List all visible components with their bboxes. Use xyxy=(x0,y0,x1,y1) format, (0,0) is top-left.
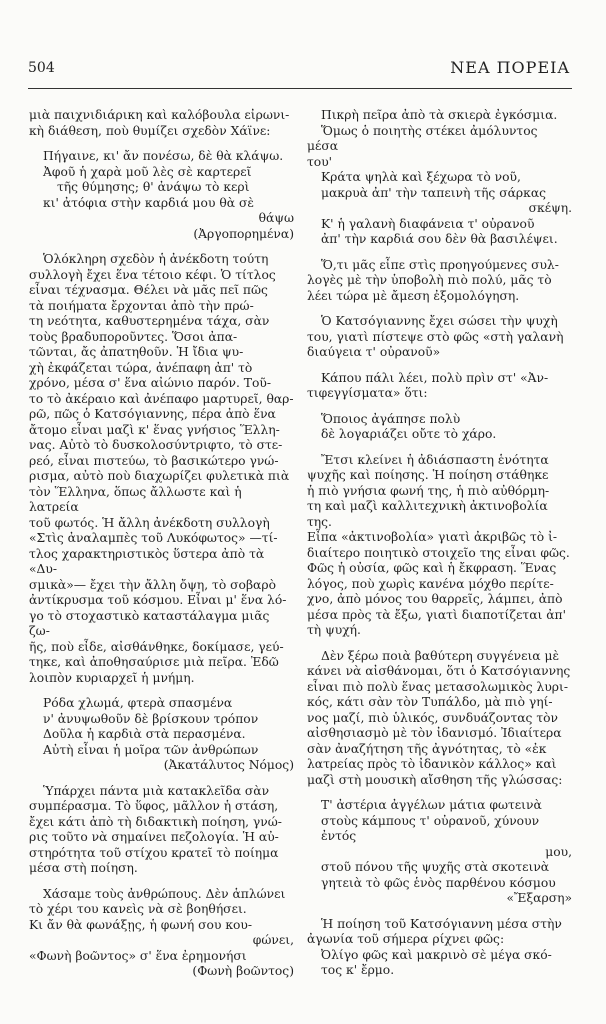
verse-line: κι' ἀτόφια στὴν καρδιά μου θὰ σὲ xyxy=(43,195,254,210)
text-line: μέσα πρὸς τὰ ἔξω, γιατὶ διαποτίζεται ἀπ' xyxy=(307,607,566,622)
verse-line: στοὺς κάμπους τ' οὐρανοῦ, χύνουν ἐντός xyxy=(321,813,540,843)
verse-line: μακρυὰ ἀπ' τὴν ταπεινὴ τῆς σάρκας xyxy=(321,185,547,200)
right-paragraph-2 xyxy=(307,314,572,361)
verse-line: στοῦ πόνου τῆς ψυχῆς στὰ σκοτεινὰ xyxy=(321,860,550,874)
text-line: μαζὶ στὴ μουσικὴ αἴσθηση τῆς γλώσσας: xyxy=(307,772,563,787)
right-paragraph-6 xyxy=(307,917,572,979)
right-paragraph-4 xyxy=(307,453,572,639)
verse-line: Κι ἄν θὰ φωνάξῃς, ἡ φωνή σου κου- xyxy=(29,917,253,932)
right-verse-1 xyxy=(307,108,572,248)
verse-line: «Φωνὴ βοῶντος» σ' ἕνα ἐρημονήσι xyxy=(29,948,247,963)
verse-line: Ὅποιος ἀγάπησε πολὺ xyxy=(321,411,461,426)
text-line: νας. Αὐτὸ τὸ δυσκολοσύντριφτο, τὸ στε- xyxy=(29,438,283,452)
text-line: μέσα στὴ ποίηση. xyxy=(29,861,138,875)
verse-line: Ὅμως ὁ ποιητὴς στέκει ἀμόλυντος μέσα xyxy=(307,123,538,153)
text-line: λοιπὸν κυριαρχεῖ ἡ μνήμη. xyxy=(29,670,195,685)
left-paragraph-3 xyxy=(29,784,294,877)
text-line: χὴ ἐκφάζεται τώρα, ἀνέπαφη ἀπ' τὸ xyxy=(29,360,253,375)
text-line: γο τὸ στοχαστικὸ καταστάλαγμα μιᾶς ζω- xyxy=(29,608,270,638)
text-line: ρεό, εἶναι πιστεύω, τὸ βασικώτερο γνώ- xyxy=(29,453,279,468)
verse-source: (Ἀκατάλυτος Νόμος) xyxy=(163,758,294,772)
journal-title: ΝΕΑ ΠΟΡΕΙΑ xyxy=(450,58,570,77)
verse-line: σκέψη. xyxy=(528,201,572,215)
verse-line: γητειὰ τὸ φῶς ἑνὸς παρθένου κόσμου xyxy=(321,875,556,890)
text-line: «Στὶς ἀναλαμπὲς τοῦ Λυκόφωτος» —τί- xyxy=(29,531,278,545)
verse-line: Πήγαινε, κι' ἄν πονέσω, δὲ θὰ κλάψω. xyxy=(43,149,284,163)
left-paragraph-2 xyxy=(29,252,294,686)
text-line: διαύγεια τ' οὐρανοῦ» xyxy=(307,345,441,359)
verse-line: Χάσαμε τοὺς ἀνθρώπους. Δὲν ἁπλώνει xyxy=(43,886,286,901)
text-line: νος μαζί, πιὸ ὑλικός, συνδυάζοντας τὸν xyxy=(307,710,559,725)
verse-line: ν' ἀνυψωθοῦν δὲ βρίσκουν τρόπον xyxy=(43,711,259,726)
right-paragraph-3 xyxy=(307,371,572,402)
verse-line: Αὐτὴ εἶναι ἡ μοῖρα τῶν ἀνθρώπων xyxy=(43,742,259,757)
text-line: λατρείας πρὸς τὸ ἰδανικὸν κάλλος» καὶ xyxy=(307,757,557,771)
text-line: συμπέρασμα. Τὸ ὕφος, μᾶλλον ἡ στάση, xyxy=(29,799,279,813)
right-paragraph-1 xyxy=(307,258,572,305)
text-line: Εἶπα «ἀκτινοβολία» γιατὶ ἀκριβῶς τὸ ἰ- xyxy=(307,530,558,544)
page-header xyxy=(0,52,606,90)
verse-source: (Ἀργοπορημένα) xyxy=(193,226,294,241)
text-line: Κάπου πάλι λέει, πολὺ πρὶν στ' «Ἀν- xyxy=(321,370,549,385)
text-line: λέει τώρα μὲ ἄμεση ἐξομολόγηση. xyxy=(307,288,520,303)
text-line: κός, κάτι σὰν τὸν Τυπάλδο, μὰ πιὸ γηί- xyxy=(307,695,553,709)
text-line: ἀντίκρυσμα τοῦ κόσμου. Εἶναι μ' ἕνα λό- xyxy=(29,593,287,607)
text-line: χνο, ἀπὸ μόνος του θαρρεῖς, λάμπει, ἀπὸ xyxy=(307,592,563,606)
verse-line: του' xyxy=(307,154,333,169)
text-line: Δὲν ξέρω ποιὰ βαθύτερη συγγένεια μὲ xyxy=(321,648,560,663)
text-line: ἄτομο εἶναι μαζὶ κ' ἕνας γνήσιος Ἕλλη- xyxy=(29,422,280,437)
text-line: τῶνται, ἄς ἀπατηθοῦν. Ἡ ἴδια ψυ- xyxy=(29,345,244,359)
text-line: κάνει νὰ αἰσθάνομαι, ὅτι ὁ Κατσόγιαννης xyxy=(307,664,571,678)
text-line: τλος χαρακτηριστικὸς ὕστερα ἀπὸ τὰ «Δυ- xyxy=(29,546,265,576)
verse-line: Δοῦλα ἡ καρδιὰ στὰ περασμένα. xyxy=(43,727,246,741)
text-line: ψυχῆς καὶ ποίησης. Ἡ ποίηση στάθηκε xyxy=(307,468,549,482)
text-line: ρις τοῦτο νὰ σημαίνει πεζολογία. Ἡ αὐ- xyxy=(29,830,279,844)
left-paragraph-1 xyxy=(29,108,294,139)
text-line: ἀγωνία τοῦ σήμερα ρίχνει φῶς: xyxy=(307,932,505,946)
text-line: Ἔτσι κλείνει ἡ ἀδιάσπαστη ἑνότητα xyxy=(321,452,549,467)
verse-line: Ὀλίγο φῶς καὶ μακρινὸ σὲ μέγα σκό- xyxy=(321,947,552,962)
verse-line: τὸ χέρι του κανεὶς νὰ σὲ βοηθήσει. xyxy=(29,902,247,916)
text-line: λόγος, ποὺ χωρὶς κανένα μόχθο περίτε- xyxy=(307,576,554,591)
verse-line: Ἀφοῦ ἡ χαρὰ μοῦ λὲς σὲ καρτερεῖ xyxy=(43,164,252,179)
text-line: Ὁ Κατσόγιαννης ἔχει σώσει τὴν ψυχὴ xyxy=(321,314,558,328)
text-line: αἰσθησιασμὸ μὲ τὸν ἰδανισμό. Ἰδιαίτερα xyxy=(307,726,562,740)
verse-line: ἀπ' τὴν καρδιά σου δὲν θὰ βασιλέψει. xyxy=(321,232,558,246)
text-line: ἔχει κάτι ἀπὸ τὴ διδακτικὴ ποίηση, γνώ- xyxy=(29,814,282,829)
text-line: ρῶ, πῶς ὁ Κατσόγιαννης, πέρα ἀπὸ ἕνα xyxy=(29,407,276,421)
verse-line: Τ' ἀστέρια ἀγγέλων μάτια φωτεινὰ xyxy=(321,798,542,812)
text-line: κὴ διάθεση, ποὺ θυμίζει σχεδὸν Χάϊνε: xyxy=(29,123,271,138)
text-line: το τὸ ἀκέραιο καὶ ἀνέπαφο μαρτυρεῖ, θαρ- xyxy=(29,391,294,406)
text-line: στηρότητα τοῦ στίχου κρατεῖ τὸ ποίημα xyxy=(29,845,279,860)
right-paragraph-5 xyxy=(307,649,572,789)
text-line: σμικὰ»— ἔχει τὴν ἄλλη ὄψη, τὸ σοβαρὸ xyxy=(29,577,276,592)
text-line: τὴ ψυχή. xyxy=(307,623,361,637)
text-line: εἶναι πιὸ πολὺ ἕνας μετασολωμικὸς λυρι- xyxy=(307,679,569,694)
verse-line: δὲ λογαριάζει οὔτε τὸ χάρο. xyxy=(321,427,497,441)
text-line: ρισμα, αὐτὸ ποὺ διαχωρίζει φυλετικὰ πιὰ xyxy=(29,469,290,483)
left-verse-3 xyxy=(29,887,294,980)
text-line: Ὅ,τι μᾶς εἶπε στὶς προηγούμενες συλ- xyxy=(321,257,559,272)
text-line: συλλογὴ ἔχει ἕνα τέτοιο κέφι. Ὁ τίτλος xyxy=(29,267,276,282)
text-line: τηκε, καὶ ἀποθησαύρισε μιὰ πεῖρα. Ἐδῶ xyxy=(29,655,279,669)
verse-line: Κράτα ψηλὰ καὶ ξέχωρα τὸ νοῦ, xyxy=(321,170,521,184)
verse-line: Κ' ἡ γαλανὴ διαφάνεια τ' οὐρανοῦ xyxy=(321,216,535,231)
text-line: σὰν ἀναζήτηση τῆς ἀγνότητας, τὸ «ἐκ xyxy=(307,741,547,756)
text-line: Ὁλόκληρη σχεδὸν ἡ ἀνέκδοτη τούτη xyxy=(43,252,269,266)
verse-line: Ρόδα χλωμά, φτερὰ σπασμένα xyxy=(43,696,233,710)
text-line: χρόνο, μέσα σ' ἕνα αἰώνιο παρόν. Τοῦ- xyxy=(29,376,272,390)
text-line: τη καὶ μαζὶ καλλιτεχνικὴ ἀκτινοβολία της. xyxy=(307,499,548,529)
verse-line: τῆς θύμησης; θ' ἀνάψω τὸ κερὶ xyxy=(57,180,250,194)
left-verse-2 xyxy=(43,696,294,774)
text-line: Φῶς ἡ οὐσία, φῶς καὶ ἡ ἔκφραση. Ἕνας xyxy=(307,561,557,575)
text-line: λογὲς μὲ τὴν ὑποβολὴ πιὸ πολύ, μᾶς τὸ xyxy=(307,273,552,287)
text-line: ἡ πιὸ γνήσια φωνή της, ἡ πιὸ αὐθόρμη- xyxy=(307,483,550,498)
text-line: Ἡ ποίηση τοῦ Κατσόγιαννη μέσα στὴν xyxy=(321,916,562,931)
page-number: 504 xyxy=(28,60,55,76)
right-verse-3 xyxy=(321,798,572,907)
verse-source: (Φωνὴ βοῶντος) xyxy=(192,964,294,978)
right-verse-2 xyxy=(321,412,572,443)
verse-source: «Ἔξαρση» xyxy=(506,891,572,905)
left-verse-1 xyxy=(43,149,294,242)
text-line: μιὰ παιχνιδιάρικη καὶ καλόβουλα εἰρωνι- xyxy=(29,108,290,122)
header-rule xyxy=(28,88,572,89)
text-line: εἶναι τέχνασμα. Θέλει νὰ μᾶς πεῖ πῶς xyxy=(29,283,268,297)
text-line: τιφεγγίσματα» ὅτι: xyxy=(307,386,428,400)
text-line: του, γιατὶ πίστεψε στὸ φῶς «στὴ γαλανὴ xyxy=(307,329,564,344)
text-line: διαίτερο ποιητικὸ στοιχεῖο της εἶναι φῶς. xyxy=(307,545,570,560)
verse-line: θάψω xyxy=(258,211,294,225)
text-line: τη νεότητα, καθυστερημένα τάχα, σὰν xyxy=(29,314,270,328)
verse-line: φώνει, xyxy=(252,933,294,947)
text-line: τὰ ποιήματα ἔρχονται ἀπὸ τὴν πρώ- xyxy=(29,298,254,313)
right-column xyxy=(307,108,572,989)
text-line: τὸν Ἕλληνα, ὅπως ἄλλωστε καὶ ἡ λατρεία xyxy=(29,484,242,514)
text-line: Ὑπάρχει πάντα μιὰ κατακλεῖδα σὰν xyxy=(43,783,270,798)
verse-line: τος κ' ἔρμο. xyxy=(321,963,395,977)
text-line: τοῦ φωτός. Ἡ ἄλλη ἀνέκδοτη συλλογὴ xyxy=(29,515,270,530)
left-column xyxy=(29,108,294,990)
verse-line: Πικρὴ πεῖρα ἀπὸ τὰ σκιερὰ ἐγκόσμια. xyxy=(321,108,558,122)
text-line: τοὺς βραδυπορoῦντες. Ὅσοι ἀπα- xyxy=(29,329,238,344)
text-line: ῆς, ποὺ εἶδε, αἰσθάνθηκε, δοκίμασε, γεύ- xyxy=(29,639,284,654)
verse-line: μου, xyxy=(545,844,572,859)
